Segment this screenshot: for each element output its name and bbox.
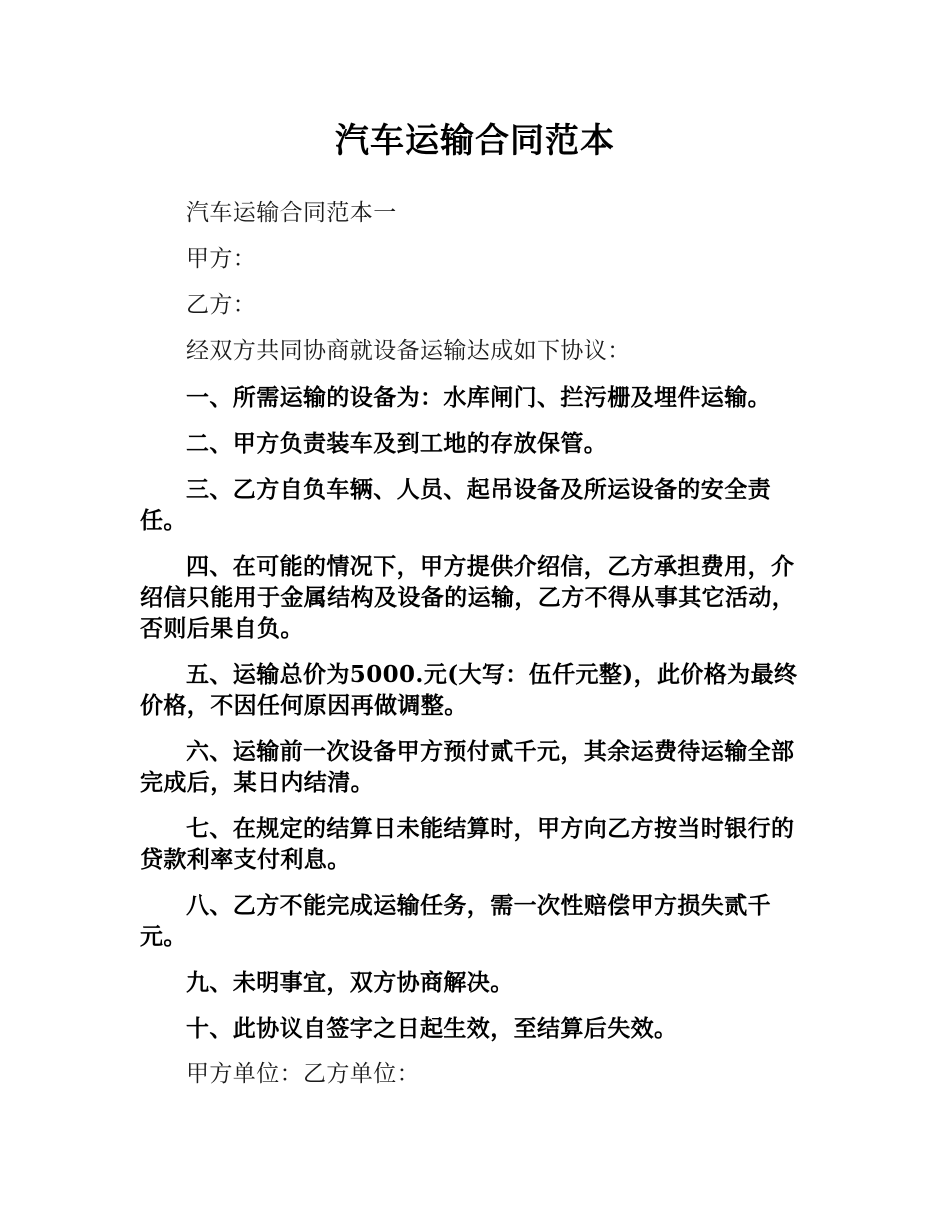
- clause-3: 三、乙方自负车辆、人员、起吊设备及所运设备的安全责任。: [140, 476, 771, 534]
- clause-5: 五、运输总价为5000.元(大写：伍仟元整)，此价格为最终价格，不因任何原因再做调整。: [140, 661, 798, 719]
- paragraph-party-b: 乙方：: [186, 292, 257, 318]
- clause-8: 八、乙方不能完成运输任务，需一次性赔偿甲方损失贰千元。: [140, 892, 771, 950]
- paragraph-preamble: 经双方共同协商就设备运输达成如下协议：: [186, 338, 631, 364]
- document-body: [140, 198, 810, 1105]
- paragraph-subtitle: 汽车运输合同范本一: [186, 200, 397, 226]
- page-title: 汽车运输合同范本: [335, 121, 615, 161]
- clause-6: 六、运输前一次设备甲方预付贰千元，其余运费待运输全部完成后，某日内结清。: [140, 738, 795, 796]
- signature-line: 甲方单位：乙方单位：: [186, 1061, 420, 1087]
- paragraph-party-a: 甲方：: [186, 246, 257, 272]
- clause-10: 十、此协议自签字之日起生效，至结算后失效。: [186, 1015, 678, 1042]
- clause-2: 二、甲方负责装车及到工地的存放保管。: [186, 430, 608, 457]
- clause-7: 七、在规定的结算日未能结算时，甲方向乙方按当时银行的贷款利率支付利息。: [140, 815, 795, 873]
- clause-9: 九、未明事宜，双方协商解决。: [186, 969, 514, 996]
- clause-1: 一、所需运输的设备为：水库闸门、拦污栅及埋件运输。: [186, 384, 771, 411]
- clause-4: 四、在可能的情况下，甲方提供介绍信，乙方承担费用，介绍信只能用于金属结构及设备的运输，乙方不得从事其它活动，否则后果自负。: [140, 553, 796, 642]
